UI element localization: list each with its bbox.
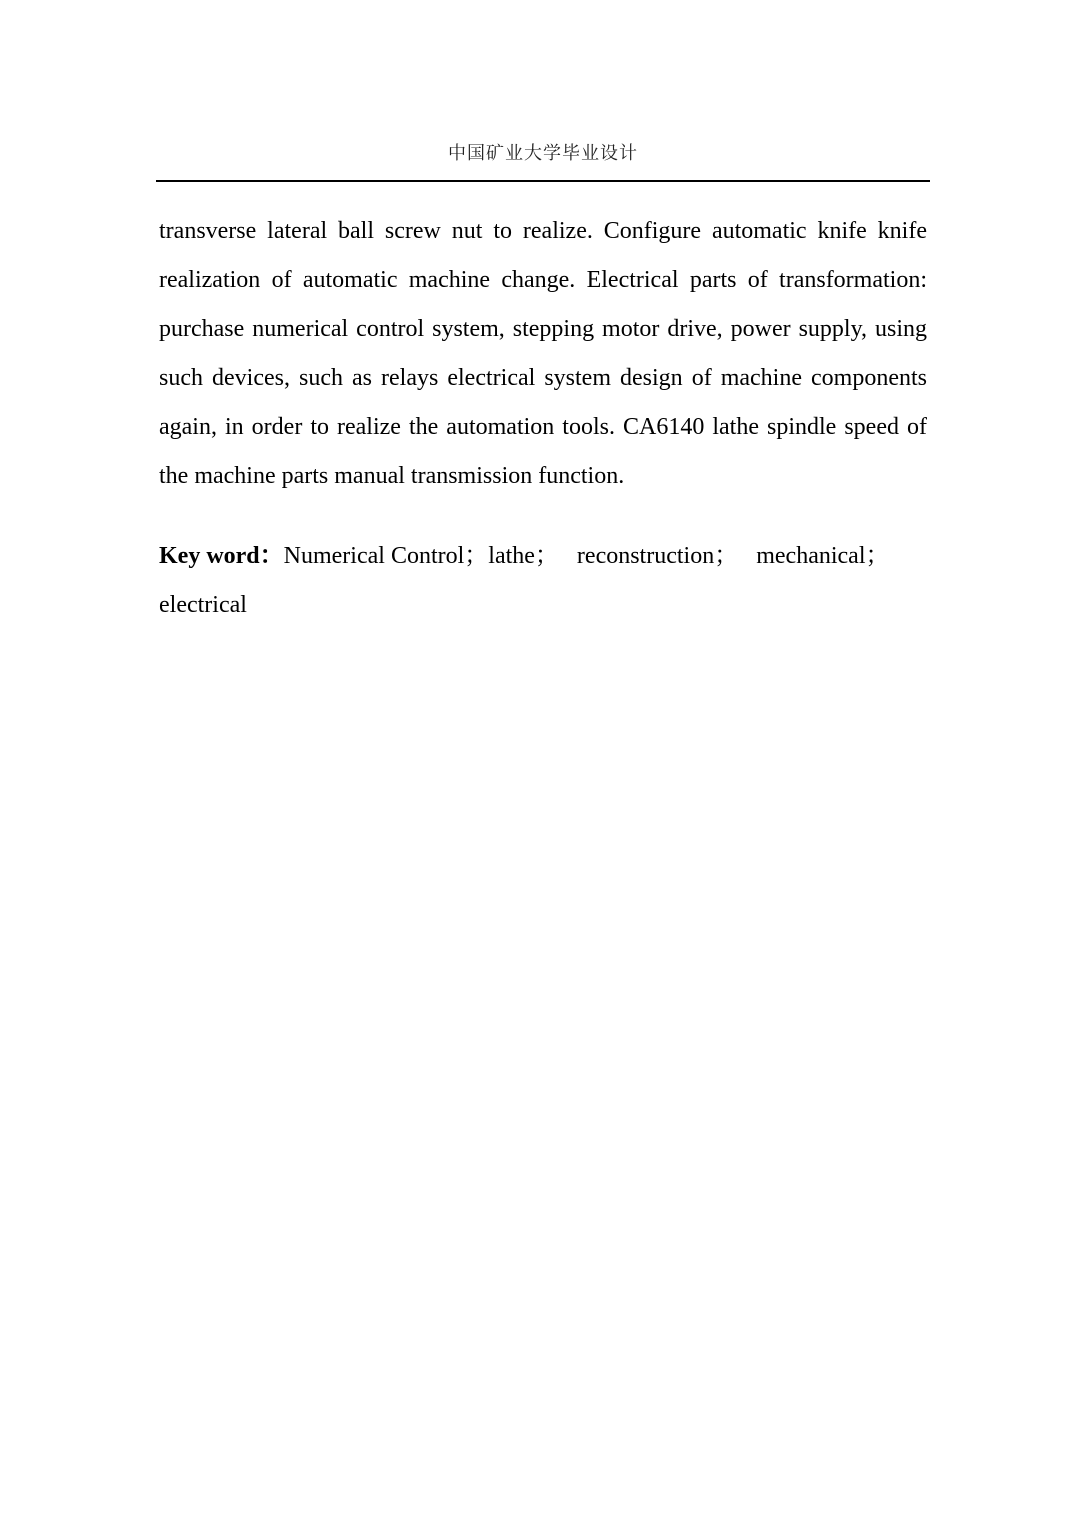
keyword-item: reconstruction；: [576, 543, 739, 569]
page-header-title: 中国矿业大学毕业设计: [448, 143, 638, 164]
keyword-item: electrical: [159, 592, 247, 618]
abstract-paragraph: transverse lateral ball screw nut to realize. Configure automatic knife knife realization of automatic machine change. Electrical parts of transformation: purchase numerical control system, stepping motor drive, power supply, using such devices, such as relays electrical system design of machine components again, in order to realize the automation tools. CA6140 lathe spindle speed of the machine parts manual transmission function.: [159, 218, 927, 489]
keyword-item: mechanical；: [756, 543, 890, 569]
keywords-label: Key word：: [159, 543, 284, 569]
keywords-line: [159, 532, 927, 630]
header-divider: [156, 180, 930, 182]
keyword-item: lathe；: [488, 543, 559, 569]
keyword-item: Numerical Control；: [283, 543, 489, 569]
